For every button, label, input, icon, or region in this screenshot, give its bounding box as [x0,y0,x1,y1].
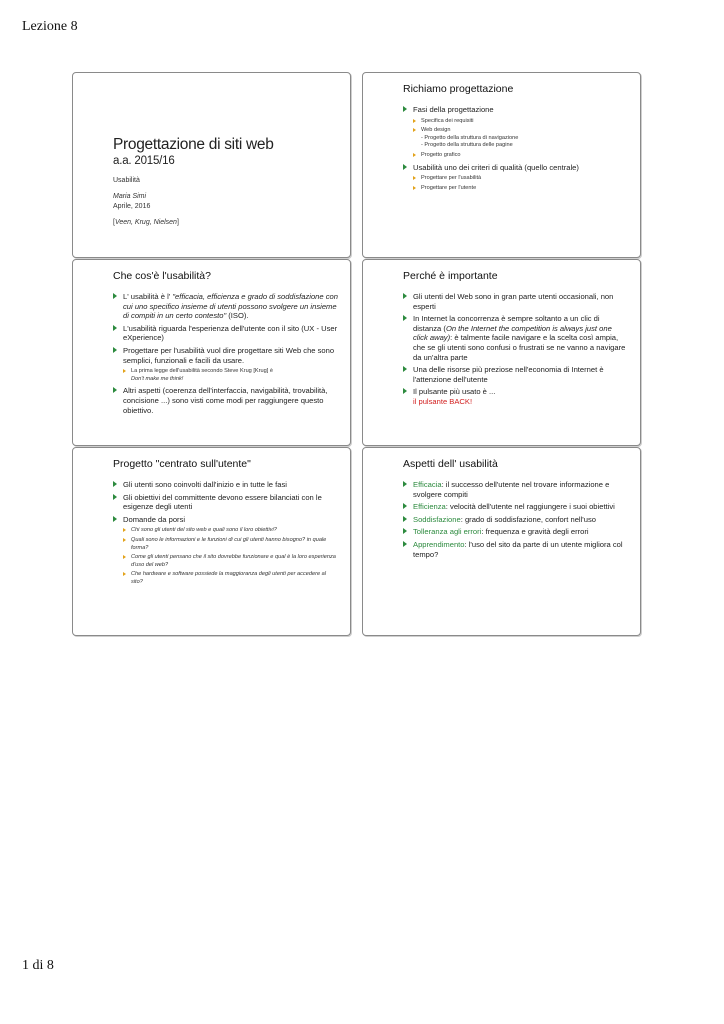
slide-heading: Richiamo progettazione [403,83,514,95]
list-item: Progettare per l'usabilità vuol dire progettare siti Web che sono semplici, funzionali e facili da usare. La prima legge dell'usabilità secondo Steve Krug [Krug] è Don't make me think! [113,346,338,383]
sub-item: Web design - Progetto della struttura di navigazione - Progetto della struttura delle pagine [413,127,628,150]
slide-progetto [72,447,351,636]
slide-richiamo [362,72,641,258]
list-item: Altri aspetti (coerenza dell'interfaccia, navigabilità, trovabilità, concisione ...) sono visti come modi per raggiungere questo obiettivo. [113,386,338,415]
list-item: Tolleranza agli errori: frequenza e gravità degli errori [403,527,628,537]
list-item: Una delle risorse più preziose nell'economia di Internet è l'attenzione dell'utente [403,365,628,384]
bullet-list [403,480,628,559]
slide-title [72,72,351,258]
sub-item: Specifica dei requisiti [413,118,628,126]
slide-heading: Che cos'è l'usabilità? [113,270,211,282]
sub-list [123,368,338,383]
references [113,218,345,227]
bullet-list [113,480,338,587]
page-header: Lezione 8 [22,19,78,34]
sub-dash-item: - Progetto della struttura delle pagine [421,142,513,149]
sub-dash-item: - Progetto della struttura di navigazione [421,134,519,141]
sub-list [123,527,338,586]
list-item: Fasi della progettazione Specifica dei requisiti Web design - Progetto della struttura di navigazione - Progetto della struttura delle pagine Progetto grafico [403,105,628,160]
title-block [113,136,345,228]
slide-che-cose [72,259,351,446]
list-item: Usabilità uno dei criteri di qualità (quello centrale) Progettare per l'usabilità Progettare per l'utente [403,163,628,193]
refs-names: Veen, Krug, Nielsen [114,219,177,227]
author: Maria Simi [113,193,147,201]
refs-open: [ [113,219,115,227]
list-item: Gli obiettivi del committente devono essere bilanciati con le esigenze degli utenti [113,493,338,512]
slide-aspetti [362,447,641,636]
academic-year: a.a. 2015/16 [113,155,175,167]
sub-item: Progettare per l'utente [413,185,628,193]
sub-item: Progettare per l'usabilità [413,175,628,183]
sub-list [413,118,628,160]
list-item: L'usabilità riguarda l'esperienza dell'utente con il sito (UX - User eXperience) [113,324,338,343]
list-item: Domande da porsi Chi sono gli utenti del sito web e quali sono il loro obiettivi? Quali sono le informazioni e le funzioni di cui gli utenti hanno bisogno? in quale forma? Come gli utenti pensano che il sito dovrebbe funzionare e qual è la loro esperienza d'uso del web? Che hardware e software possiede la maggioranza degli utenti per accedere al sito? [113,515,338,587]
sub-item: Quali sono le informazioni e le funzioni di cui gli utenti hanno bisogno? in quale forma? [123,537,338,552]
bullet-list [403,105,628,192]
sub-item: Progetto grafico [413,152,628,160]
sub-list [413,175,628,192]
date: Aprile, 2016 [113,202,151,210]
slide-perche [362,259,641,446]
sub-item: Chi sono gli utenti del sito web e quali sono il loro obiettivi? [123,527,338,535]
list-item: Efficacia: il successo dell'utente nel trovare informazione e svolgere compiti [403,480,628,499]
presentation-title: Progettazione di siti web [113,136,274,153]
bullet-list [403,292,628,407]
list-item: Il pulsante più usato è ... il pulsante BACK! [403,387,628,406]
slide-heading: Perché è importante [403,270,498,282]
list-item: Gli utenti del Web sono in gran parte utenti occasionali, non esperti [403,292,628,311]
refs-close: ] [176,219,179,227]
bullet-list [113,292,338,415]
list-item: L' usabilità è l' "efficacia, efficienza e grado di soddisfazione con cui uno specifico insieme di utenti possono svolgere un insieme di compiti in un certo contesto" (ISO). [113,292,338,321]
list-item: Gli utenti sono coinvolti dall'inizio e in tutte le fasi [113,480,338,490]
sub-item: Come gli utenti pensano che il sito dovrebbe funzionare e qual è la loro esperienza d'uso del web? [123,554,338,569]
list-item: Apprendimento: l'uso del sito da parte di un utente migliora col tempo? [403,540,628,559]
list-item: In Internet la concorrenza è sempre soltanto a un clic di distanza (On the Internet the competition is always just one click away): è talmente facile navigare e la scelta così ampia, che se gli utenti sono confusi o frustrati se ne vanno a navigare da un'altra parte [403,314,628,362]
list-item: Soddisfazione: grado di soddisfazione, confort nell'uso [403,515,628,525]
page-footer: 1 di 8 [22,958,54,973]
topic: Usabilità [113,177,140,184]
sub-item: La prima legge dell'usabilità secondo Steve Krug [Krug] è Don't make me think! [123,368,338,383]
list-item: Efficienza: velocità dell'utente nel raggiungere i suoi obiettivi [403,502,628,512]
slide-heading: Aspetti dell' usabilità [403,458,498,470]
sub-item: Che hardware e software possiede la maggioranza degli utenti per accedere al sito? [123,571,338,586]
slide-heading: Progetto "centrato sull'utente" [113,458,251,470]
